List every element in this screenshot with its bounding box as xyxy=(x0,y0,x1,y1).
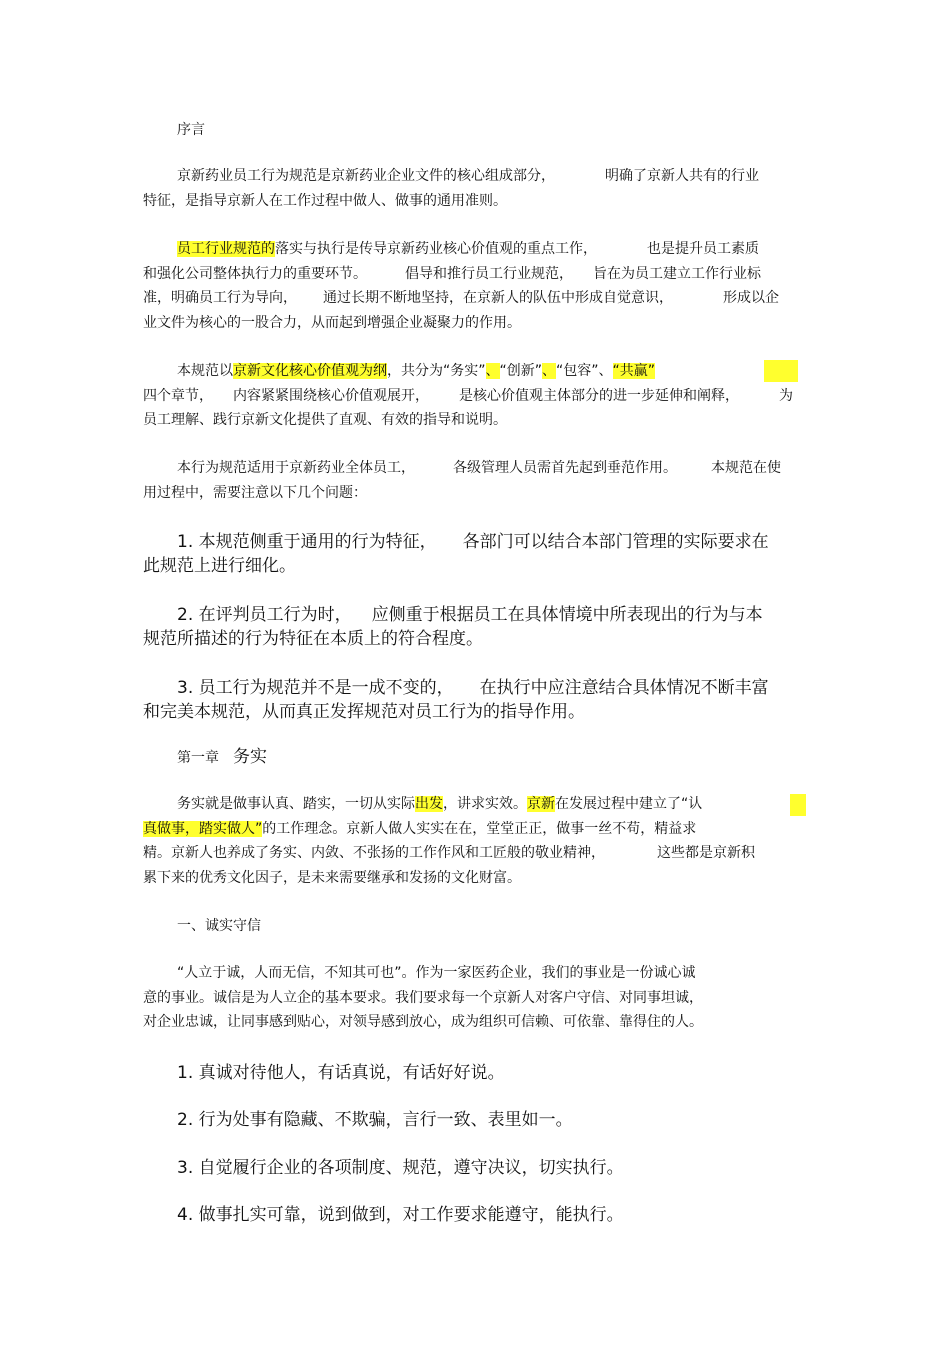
text-segment: 各级管理人员需首先起到垂范作用。 xyxy=(453,460,677,476)
chapter-heading xyxy=(143,745,808,770)
text-segment: 是核心价值观主体部分的进一步延伸和阐释， xyxy=(459,387,739,404)
highlight: 出发 xyxy=(415,796,443,812)
preface-paragraph-1 xyxy=(143,164,808,213)
text-segment: 形成以企 xyxy=(723,290,779,306)
text-line xyxy=(143,359,808,384)
text-segment: 3. 自觉履行企业的各项制度、规范，遵守决议，切实执行。 xyxy=(177,1158,624,1178)
section-1-title xyxy=(143,914,808,939)
text-line xyxy=(143,237,808,262)
highlight: 京新 xyxy=(527,796,555,812)
text-line xyxy=(143,700,808,724)
highlight: 、 xyxy=(485,363,500,379)
text-segment: 的工作理念。京新人做人实实在在，堂堂正正，做事一丝不苟，精益求 xyxy=(262,820,697,837)
text-segment: 意的事业。诚信是为人立企的基本要求。我们要求每一个京新人对客户守信、对同事坦诚， xyxy=(143,989,703,1006)
text-segment: 和完美本规范，从而真正发挥规范对员工行为的指导作用。 xyxy=(143,702,585,722)
text-segment: 旨在为员工建立工作行业标 xyxy=(593,265,761,282)
text-segment: 通过长期不断地坚持，在京新人的队伍中形成自觉意识， xyxy=(323,290,673,306)
text-segment: 特征，是指导京新人在工作过程中做人、做事的通用准则。 xyxy=(143,192,507,209)
text-segment: 倡导和推行员工行业规范， xyxy=(405,265,573,282)
preface-title xyxy=(143,118,808,143)
text-line xyxy=(143,384,808,409)
text-segment: 1. 本规范侧重于通用的行为特征， xyxy=(177,532,437,552)
text-segment: 在发展过程中建立了“认 xyxy=(555,796,703,812)
text-segment: 3. 员工行为规范并不是一成不变的， xyxy=(177,678,454,698)
section-1-item-1 xyxy=(143,1061,808,1085)
text-line xyxy=(143,627,808,651)
highlight: 京新文化核心价值观为纲 xyxy=(233,363,387,379)
text-segment: 这些都是京新积 xyxy=(657,845,755,861)
text-segment: 2. 行为处事有隐藏、不欺骗，言行一致、表里如一。 xyxy=(177,1110,573,1130)
text-segment: ，共分为“务实” xyxy=(387,363,486,379)
highlight: 、 xyxy=(542,363,557,379)
text-segment: 准，明确员工行为导向， xyxy=(143,290,297,306)
text-line xyxy=(143,554,808,578)
text-line xyxy=(143,481,808,506)
text-line xyxy=(143,408,808,433)
highlight: “共赢” xyxy=(612,363,656,379)
section-1-item-3 xyxy=(143,1156,808,1180)
text-segment: 各部门可以结合本部门管理的实际要求在 xyxy=(462,532,769,552)
text-segment: 规范所描述的行为特征在本质上的符合程度。 xyxy=(143,629,483,649)
text-segment: 4. 做事扎实可靠，说到做到，对工作要求能遵守，能执行。 xyxy=(177,1205,624,1225)
text-line xyxy=(143,817,808,842)
text-segment: 精。京新人也养成了务实、内敛、不张扬的工作作风和工匠般的敬业精神， xyxy=(143,845,605,861)
preface-paragraph-3 xyxy=(143,359,808,433)
text-segment: 一、诚实守信 xyxy=(177,918,261,934)
text-line xyxy=(143,603,808,627)
text-line xyxy=(143,286,808,311)
text-segment: 本规范以 xyxy=(177,363,233,379)
text-segment: 对企业忠诚，让同事感到贴心，对领导感到放心，成为组织可信赖、可依靠、靠得住的人。 xyxy=(143,1014,703,1030)
text-segment: 内容紧紧围绕核心价值观展开， xyxy=(233,387,429,404)
text-segment: 业文件为核心的一股合力，从而起到增强企业凝聚力的作用。 xyxy=(143,314,521,331)
text-segment: 务实就是做事认真、踏实，一切从实际 xyxy=(177,796,415,812)
text-segment: 用过程中，需要注意以下几个问题： xyxy=(143,484,367,501)
section-1-item-2 xyxy=(143,1108,808,1132)
text-line xyxy=(143,530,808,554)
text-segment: 为 xyxy=(779,387,793,404)
text-segment: 应侧重于根据员工在具体情境中所表现出的行为与本 xyxy=(371,605,763,625)
text-segment: “创新” xyxy=(499,363,543,379)
highlight: 员工行业规范的 xyxy=(177,241,275,257)
text-segment: 落实与执行是传导京新药业核心价值观的重点工作， xyxy=(275,241,597,257)
text-segment: “包容”、 xyxy=(556,363,613,379)
text-segment: 累下来的优秀文化因子，是未来需要继承和发扬的文化财富。 xyxy=(143,869,521,886)
text-line xyxy=(143,961,808,986)
text-segment: 和强化公司整体执行力的重要环节。 xyxy=(143,265,367,282)
section-1-item-4 xyxy=(143,1203,808,1227)
text-segment: 序言 xyxy=(177,122,205,138)
text-segment: 京新药业员工行为规范是京新药业企业文件的核心组成部分， xyxy=(177,168,555,184)
text-segment: ，讲求实效。 xyxy=(443,796,527,812)
text-segment: 此规范上进行细化。 xyxy=(143,556,296,576)
text-line xyxy=(143,189,808,214)
section-1-paragraph xyxy=(143,961,808,1035)
text-line xyxy=(143,164,808,189)
text-segment: 也是提升员工素质 xyxy=(647,241,759,257)
text-line xyxy=(143,986,808,1011)
text-segment: 员工理解、践行京新文化提供了直观、有效的指导和说明。 xyxy=(143,412,507,428)
text-segment: “人立于诚，人而无信，不知其可也”。作为一家医药企业，我们的事业是一份诚心诚 xyxy=(177,965,696,981)
text-segment: 第一章 xyxy=(177,750,219,766)
text-segment: 2. 在评判员工行为时， xyxy=(177,605,352,625)
text-line xyxy=(143,311,808,336)
text-segment: 本行为规范适用于京新药业全体员工， xyxy=(177,460,415,476)
text-segment: 四个章节， xyxy=(143,387,213,404)
text-segment: 明确了京新人共有的行业 xyxy=(605,168,759,184)
preface-paragraph-4 xyxy=(143,456,808,505)
highlight: 真做事，踏实做人” xyxy=(143,820,263,837)
preface-item-2 xyxy=(143,603,808,651)
preface-item-3 xyxy=(143,676,808,724)
text-line xyxy=(143,866,808,891)
text-line xyxy=(143,1010,808,1035)
text-line xyxy=(143,456,808,481)
text-segment: 在执行中应注意结合具体情况不断丰富 xyxy=(479,678,769,698)
text-segment: 务实 xyxy=(233,747,267,767)
preface-item-1 xyxy=(143,530,808,578)
text-line xyxy=(143,676,808,700)
text-line xyxy=(143,792,808,817)
text-line xyxy=(143,841,808,866)
text-line xyxy=(143,262,808,287)
text-segment: 本规范在使 xyxy=(711,460,781,476)
chapter1-paragraph-1 xyxy=(143,792,808,890)
text-segment: 1. 真诚对待他人，有话真说，有话好好说。 xyxy=(177,1063,505,1083)
preface-paragraph-2 xyxy=(143,237,808,335)
